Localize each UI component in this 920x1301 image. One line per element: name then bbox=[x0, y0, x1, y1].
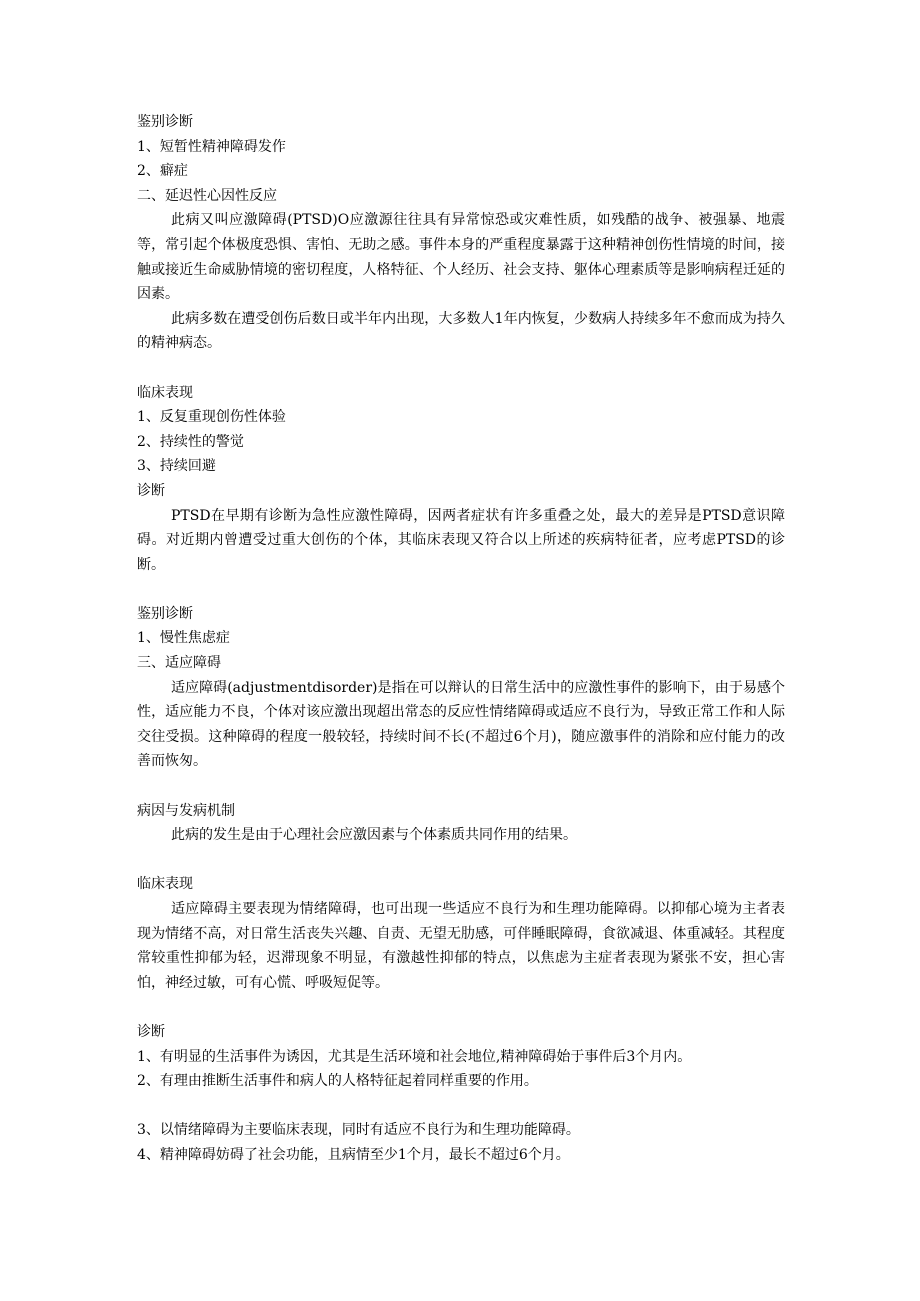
text-line: 二、延迟性心因性反应 bbox=[137, 187, 277, 204]
text-line: 1、短暂性精神障碍发作 bbox=[137, 138, 286, 155]
blank-line bbox=[137, 577, 785, 602]
text-line: 鉴别诊断 bbox=[137, 114, 193, 130]
text-line: 2、持续性的警觉 bbox=[137, 433, 244, 450]
body-paragraph: 此病又叫应激障碍(PTSD)O应激源往往具有异常惊恐或灾难性质，如残酷的战争、被强暴、地震等，常引起个体极度恐惧、害怕、无助之感。事件本身的严重程度暴露于这种精神创伤性情境的时间，接触或接近生命威胁情境的密切程度，人格特征、个人经历、社会支持、躯体心理素质等是影响病程迁延的因素。 bbox=[137, 212, 785, 303]
body-paragraph: 适应障碍(adjustmentdisorder)是指在可以辩认的日常生活中的应激性事件的影响下，由于易感个性，适应能力不良，个体对该应激出现超出常态的反应性情绪障碍或适应不良行为，导致正常工作和人际交往受损。这种障碍的程度一般较轻，持续时间不长(不超过6个月)，随应激事件的消除和应付能力的改善而恢匆。 bbox=[137, 679, 785, 770]
body-paragraph: 此病的发生是由于心理社会应激因素与个体素质共同作用的结果。 bbox=[171, 827, 577, 844]
blank-line bbox=[137, 995, 785, 1020]
text-line: 病因与发病机制 bbox=[137, 802, 235, 819]
text-line: 鉴别诊断 bbox=[137, 605, 193, 622]
document-page bbox=[137, 110, 785, 1168]
body-paragraph: PTSD在早期有诊断为急性应激性障碍，因两者症状有许多重叠之处，最大的差异是PTSD意识障碍。对近期内曾遭受过重大创伤的个体，其临床表现又符合以上所述的疾病特征者，应考虑PTSD的诊断。 bbox=[137, 507, 785, 573]
text-line: 3、以情绪障碍为主要临床表现，同时有适应不良行为和生理功能障碍。 bbox=[137, 1122, 580, 1139]
blank-line bbox=[137, 1094, 785, 1119]
text-line: 1、反复重现创伤性体验 bbox=[137, 409, 286, 426]
text-line: 诊断 bbox=[137, 482, 165, 499]
text-line: 1、有明显的生活事件为诱因，尤其是生活环境和社会地位,精神障碍始于事件后3个月内。 bbox=[137, 1048, 692, 1065]
text-line: 三、适应障碍 bbox=[137, 655, 221, 672]
text-line: 1、慢性焦虑症 bbox=[137, 630, 230, 647]
body-paragraph: 此病多数在遭受创伤后数日或半年内出现，大多数人1年内恢复，少数病人持续多年不愈而成为持久的精神病态。 bbox=[137, 310, 785, 352]
blank-line bbox=[137, 774, 785, 799]
text-line: 2、有理由推断生活事件和病人的人格特征起着同样重要的作用。 bbox=[137, 1073, 538, 1090]
text-line: 临床表现 bbox=[137, 876, 193, 893]
text-line: 4、精神障碍妨碍了社会功能，且病情至少1个月，最长不超过6个月。 bbox=[137, 1146, 570, 1163]
text-line: 诊断 bbox=[137, 1023, 165, 1040]
blank-line bbox=[137, 848, 785, 873]
text-line: 3、持续回避 bbox=[137, 458, 216, 475]
blank-line bbox=[137, 356, 785, 381]
text-line: 临床表现 bbox=[137, 384, 193, 401]
body-paragraph: 适应障碍主要表现为情绪障碍，也可出现一些适应不良行为和生理功能障碍。以抑郁心境为主者表现为情绪不高，对日常生活丧失兴趣、自责、无望无肋感，可伴睡眠障碍，食欲减退、体重减轻。其程度常较重性抑郁为轻，迟滞现象不明显，有激越性抑郁的特点，以焦虑为主症者表现为紧张不安，担心害怕，神经过敏，可有心慌、呼吸短促等。 bbox=[137, 901, 785, 991]
text-line: 2、癖症 bbox=[137, 163, 188, 180]
